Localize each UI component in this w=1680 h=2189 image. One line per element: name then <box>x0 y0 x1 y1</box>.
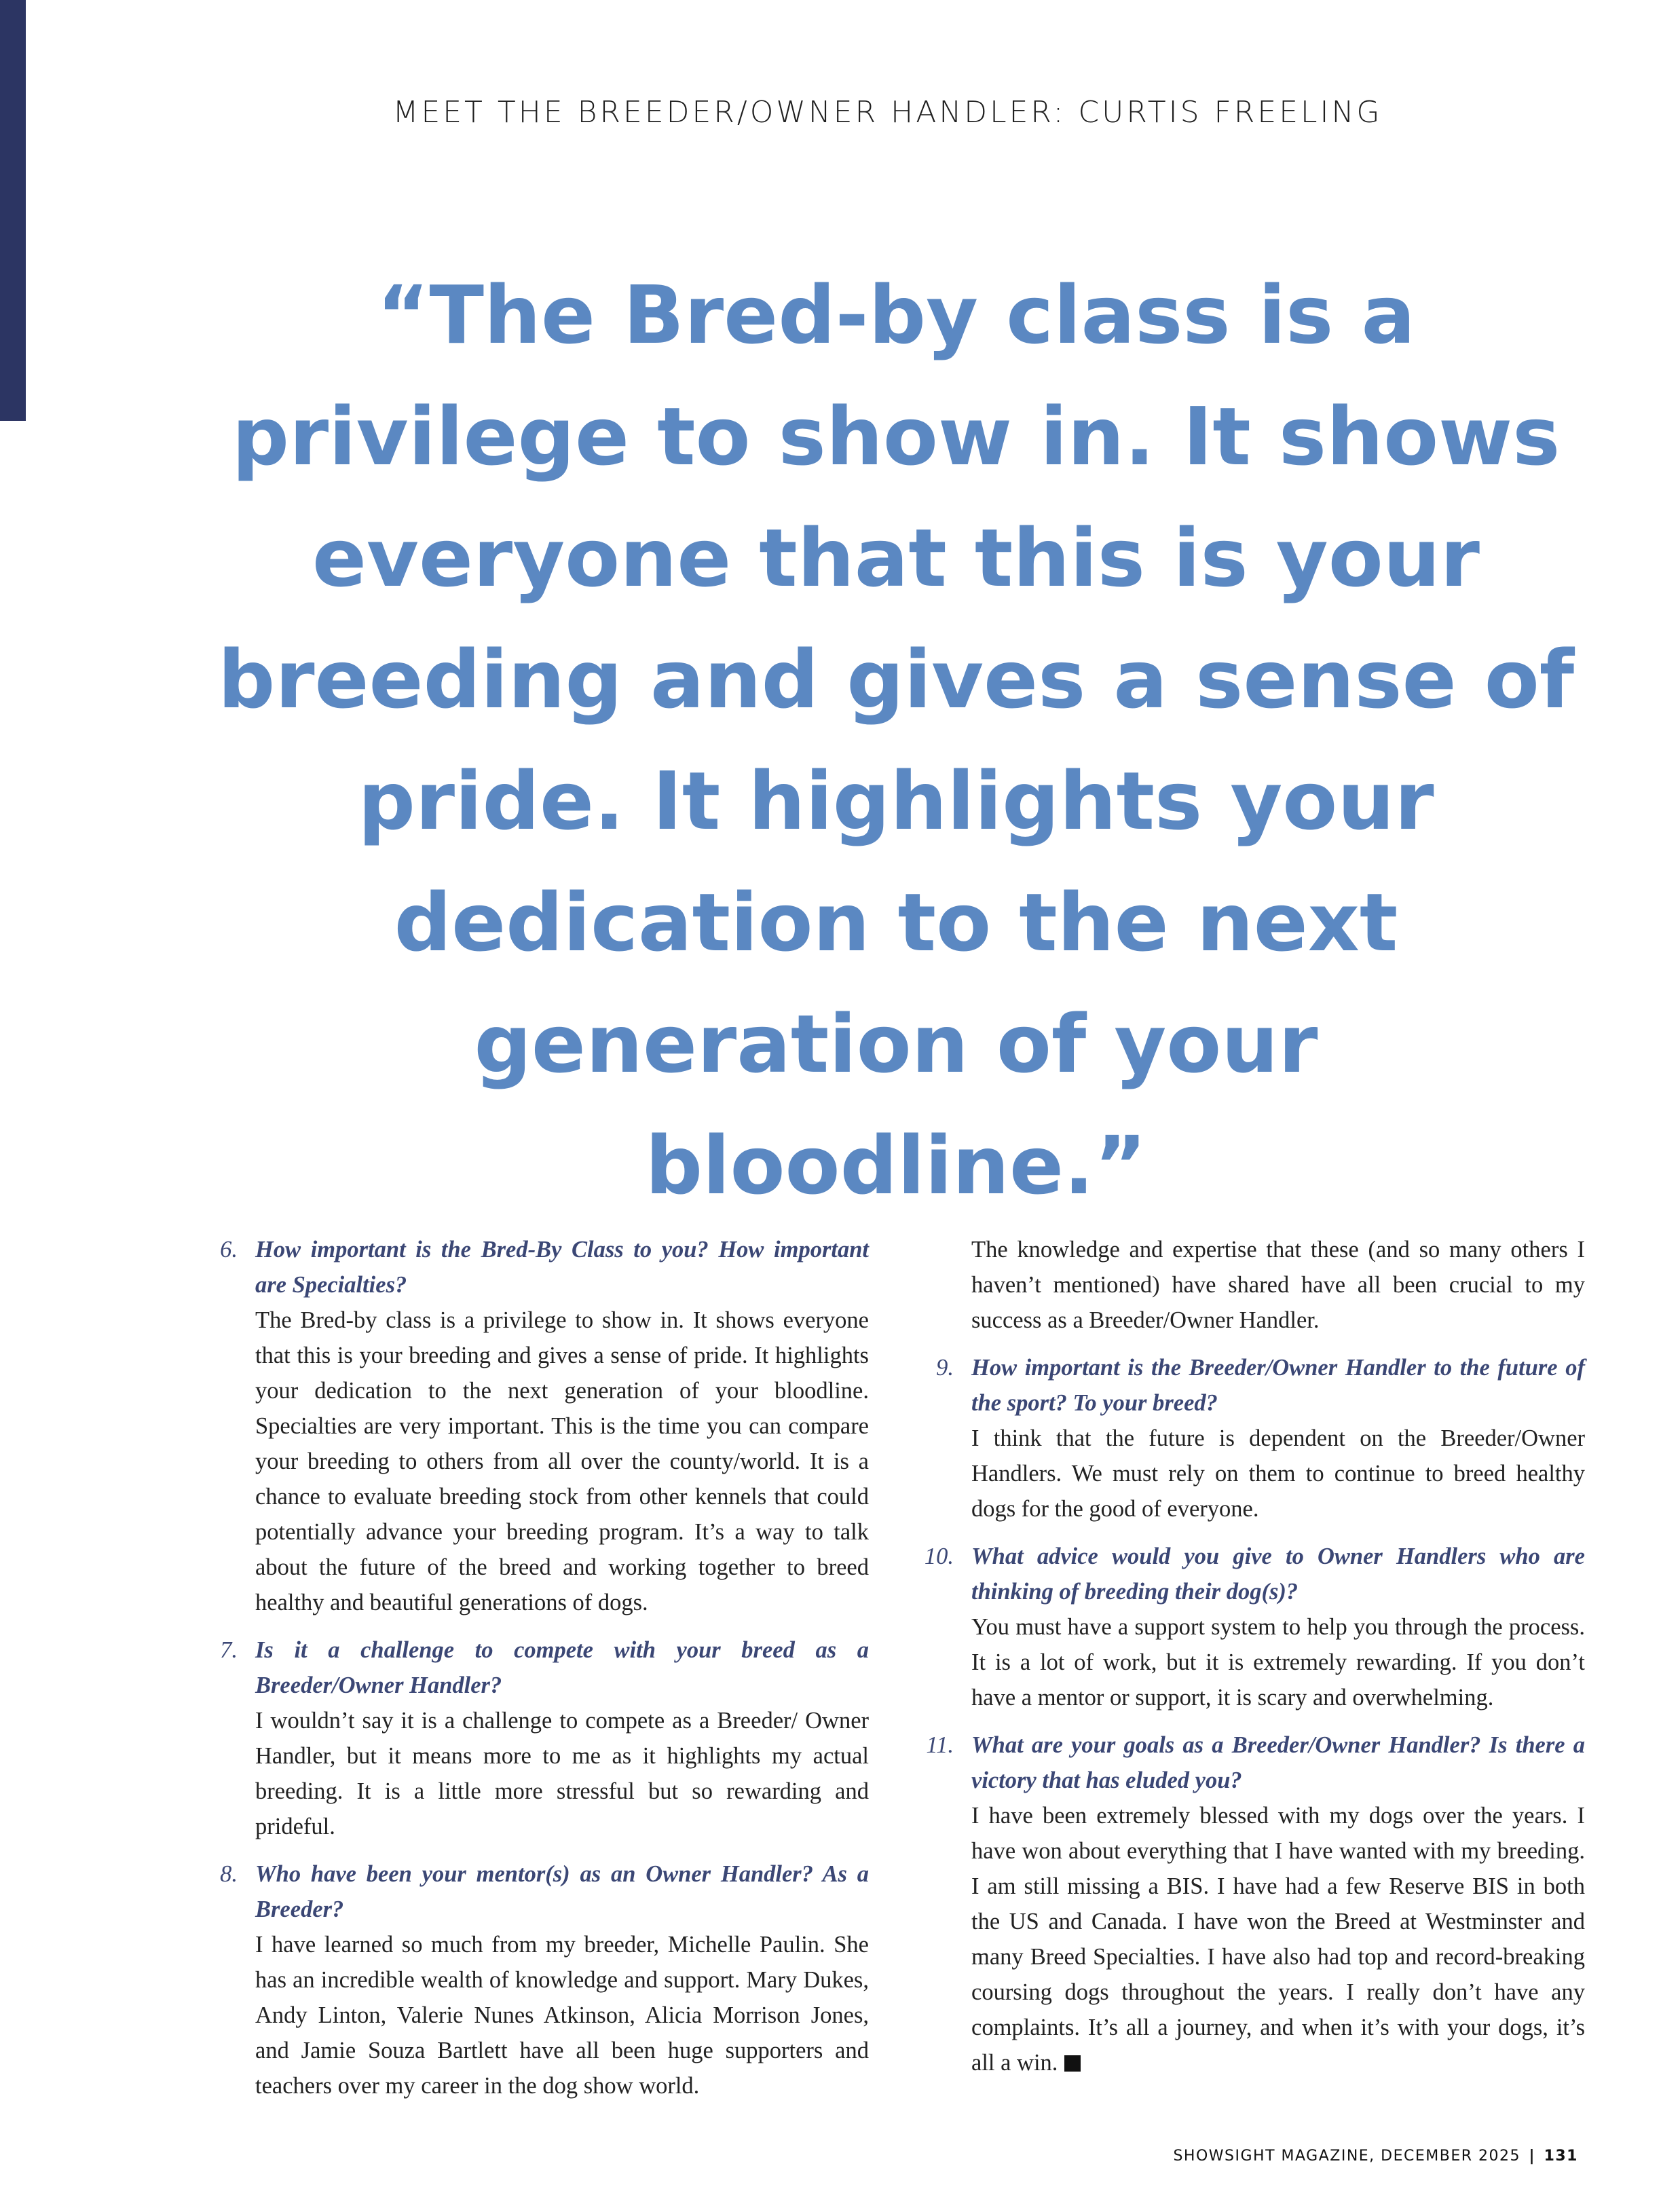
question-number: 8. <box>220 1861 238 1887</box>
question-number: 9. <box>936 1355 954 1381</box>
answer-text: I have learned so much from my breeder, Michelle Paulin. She has an incredible wealth of knowledge and support. Mary Dukes, Andy Linton, Valerie Nunes Atkinson, Alicia Morrison Jones, and Jamie Souza Bartlett have all been huge supporters and teachers over my career in the dog show world. <box>255 1932 869 2099</box>
question-text: How important is the Breeder/Owner Handler to the future of the sport? To your breed? <box>971 1355 1585 1416</box>
left-column <box>197 1232 869 2116</box>
answer-text-body: I have been extremely blessed with my dogs over the years. I have won about everything that I have wanted with my breeding. I am still missing a BIS. I have had a few Reserve BIS in both the US and Canada. I have won the Breed at Westminster and many Breed Specialties. I have also had top and record-breaking coursing dogs throughout the years. I really don’t have any complaints. It’s all a journey, and when it’s with your dogs, it’s all a win. <box>971 1803 1585 2076</box>
question-number: 11. <box>926 1732 954 1758</box>
page-number: 131 <box>1544 2148 1578 2165</box>
page-header: MEET THE BREEDER/OWNER HANDLER: CURTIS FREELING <box>392 95 1383 130</box>
footer-publication: SHOWSIGHT MAGAZINE, DECEMBER 2025 <box>1173 2148 1521 2165</box>
answer-text: I think that the future is dependent on the Breeder/Owner Handlers. We must rely on them to continue to breed healthy dogs for the good of everyone. <box>971 1425 1585 1522</box>
footer-separator: | <box>1529 2148 1536 2165</box>
answer-text: I wouldn’t say it is a challenge to compete as a Breeder/ Owner Handler, but it means more to me as it highlights my actual breeding. It is a little more stressful but so rewarding and prideful. <box>255 1708 869 1839</box>
qa-item-11 <box>913 1727 1585 2080</box>
page-footer <box>1173 2148 1578 2165</box>
end-mark-icon <box>1064 2055 1081 2072</box>
question-number: 7. <box>220 1637 238 1663</box>
right-column <box>913 1232 1585 2093</box>
question-text: Who have been your mentor(s) as an Owner Handler? As a Breeder? <box>255 1861 869 1922</box>
qa-item-7 <box>197 1632 869 1844</box>
question-text: What advice would you give to Owner Handlers who are thinking of breeding their dog(s)? <box>971 1543 1585 1605</box>
pull-quote: “The Bred-by class is a privilege to show in. It shows everyone that this is your breeding and gives a sense of pride. It highlights your dedication to the next generation of your bloodline.” <box>217 268 1575 1212</box>
qa-item-9 <box>913 1350 1585 1527</box>
answer-text: You must have a support system to help you through the process. It is a lot of work, but it is extremely rewarding. If you don’t have a mentor or support, it is scary and overwhelming. <box>971 1614 1585 1710</box>
question-number: 6. <box>220 1237 238 1262</box>
question-text: What are your goals as a Breeder/Owner Handler? Is there a victory that has eluded you? <box>971 1732 1585 1793</box>
question-text: Is it a challenge to compete with your breed as a Breeder/Owner Handler? <box>255 1637 869 1698</box>
answer-continuation: The knowledge and expertise that these (and so many others I haven’t mentioned) have shared have all been crucial to my success as a Breeder/Owner Handler. <box>971 1237 1585 1333</box>
side-accent-bar <box>0 0 26 421</box>
qa-item-8 <box>197 1856 869 2103</box>
answer-text: The Bred-by class is a privilege to show in. It shows everyone that this is your breeding and gives a sense of pride. It highlights your dedication to the next generation of your bloodline. Specialties are very important. This is the time you can compare your breeding to others from all over the county/world. It is a chance to evaluate breeding stock from other kennels that could potentially advance your breeding program. It’s a way to talk about the future of the breed and working together to breed healthy and beautiful generations of dogs. <box>255 1307 869 1615</box>
qa-item-10 <box>913 1539 1585 1715</box>
qa-item-6 <box>197 1232 869 1620</box>
question-text: How important is the Bred-By Class to you? How important are Specialties? <box>255 1237 869 1298</box>
question-number: 10. <box>924 1543 954 1569</box>
answer-text <box>971 1798 1585 2080</box>
